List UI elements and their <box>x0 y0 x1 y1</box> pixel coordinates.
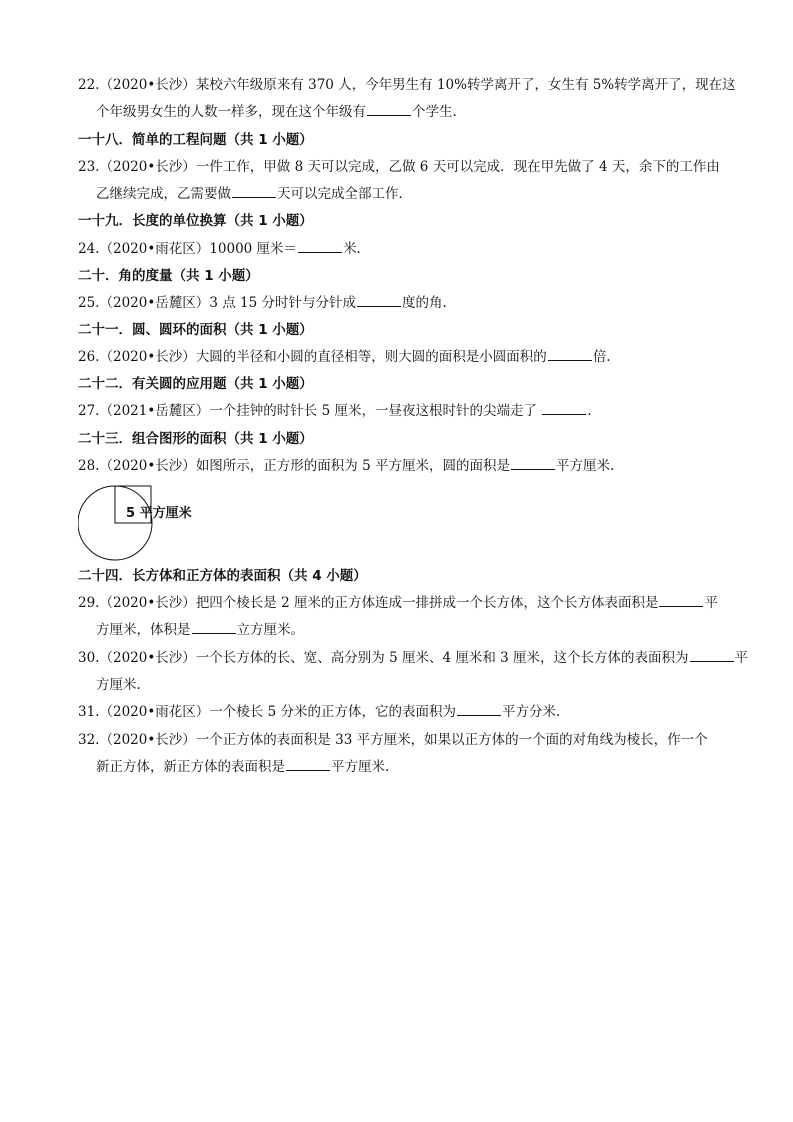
question-text: 平 <box>704 595 718 611</box>
question-source: （2020•长沙） <box>99 458 196 474</box>
question-text: 平 <box>734 650 749 666</box>
figure-drawing <box>78 484 208 562</box>
question-text: 度的角. <box>401 295 447 311</box>
answer-blank[interactable] <box>367 100 411 116</box>
question-number: 24. <box>78 241 100 257</box>
answer-blank[interactable] <box>457 700 501 716</box>
question-number: 32. <box>78 732 100 748</box>
question-24 <box>78 236 723 263</box>
question-22 <box>78 72 736 126</box>
question-26 <box>78 344 723 371</box>
question-32 <box>78 727 723 781</box>
question-29 <box>78 590 723 644</box>
answer-blank[interactable] <box>542 399 586 415</box>
question-text: 平方分米. <box>501 704 561 720</box>
answer-blank[interactable] <box>690 646 734 662</box>
question-number: 31. <box>78 704 100 720</box>
question-source: （2020•雨花区） <box>99 704 210 720</box>
question-source: （2020•长沙） <box>99 595 196 611</box>
question-text: 大圆的半径和小圆的直径相等，则大圆的面积是小圆面积的 <box>195 349 547 365</box>
question-text: 一个长方体的长、宽、高分别为 5 厘米、4 厘米和 3 厘米，这个长方体的表面积为 <box>195 650 689 666</box>
question-31 <box>78 699 723 726</box>
question-text: 平方厘米. <box>331 759 390 775</box>
question-source: （2020•长沙） <box>99 349 196 365</box>
question-text: 如图所示，正方形的面积为 5 平方厘米，圆的面积是 <box>195 458 510 474</box>
question-source: （2020•岳麓区） <box>99 295 210 311</box>
question-source: （2020•长沙） <box>99 650 196 666</box>
section-heading-21: 二十一．圆、圆环的面积（共 1 小题） <box>78 322 313 338</box>
answer-blank[interactable] <box>548 345 592 361</box>
question-text: 乙继续完成，乙需要做 <box>96 186 231 202</box>
answer-blank[interactable] <box>357 291 401 307</box>
question-number: 28. <box>78 458 100 474</box>
question-text: 把四个棱长是 2 厘米的正方体连成一排拼成一个长方体，这个长方体表面积是 <box>195 595 659 611</box>
section-heading-23: 二十三．组合图形的面积（共 1 小题） <box>78 431 313 447</box>
answer-blank[interactable] <box>232 182 276 198</box>
question-number: 27. <box>78 403 100 419</box>
question-number: 30. <box>78 650 100 666</box>
answer-blank[interactable] <box>192 618 236 634</box>
question-number: 25. <box>78 295 100 311</box>
question-text: 新正方体，新正方体的表面积是 <box>96 759 285 775</box>
question-number: 22. <box>78 77 100 93</box>
question-text: 米. <box>343 241 361 257</box>
question-text: 3 点 15 分时针与分针成 <box>209 295 356 311</box>
answer-blank[interactable] <box>298 237 342 253</box>
question-number: 26. <box>78 349 100 365</box>
section-heading-20: 二十．角的度量（共 1 小题） <box>78 268 259 284</box>
question-text: 方厘米，体积是 <box>96 622 191 638</box>
question-number: 29. <box>78 595 100 611</box>
section-heading-18: 一十八．简单的工程问题（共 1 小题） <box>78 132 313 148</box>
question-text: 某校六年级原来有 370 人，今年男生有 10%转学离开了，女生有 5%转学离开了，现在这 <box>195 77 736 93</box>
section-heading-19: 一十九．长度的单位换算（共 1 小题） <box>78 213 313 229</box>
question-23 <box>78 154 723 208</box>
question-text: . <box>587 403 592 419</box>
question-text: 个学生. <box>412 104 457 120</box>
answer-blank[interactable] <box>286 755 330 771</box>
question-text: 一件工作，甲做 8 天可以完成，乙做 6 天可以完成．现在甲先做了 4 天，余下的工作由 <box>195 159 720 175</box>
question-text: 10000 厘米＝ <box>209 241 298 257</box>
answer-blank[interactable] <box>659 591 703 607</box>
question-text: 一个棱长 5 分米的正方体，它的表面积为 <box>209 704 456 720</box>
question-source: （2020•长沙） <box>99 732 196 748</box>
question-source: （2020•雨花区） <box>99 241 210 257</box>
question-source: （2020•长沙） <box>99 159 196 175</box>
question-text: 立方厘米。 <box>236 622 304 638</box>
question-text: 方厘米. <box>96 677 141 693</box>
question-text: 一个挂钟的时针长 5 厘米，一昼夜这根时针的尖端走了 <box>209 403 542 419</box>
question-source: （2021•岳麓区） <box>99 403 210 419</box>
section-heading-24: 二十四．长方体和正方体的表面积（共 4 小题） <box>78 568 367 584</box>
question-27 <box>78 398 723 425</box>
question-25 <box>78 290 723 317</box>
question-text: 个年级男女生的人数一样多，现在这个年级有 <box>96 104 366 120</box>
circle-square-figure <box>78 484 208 562</box>
question-text: 天可以完成全部工作． <box>277 186 412 202</box>
question-text: 平方厘米. <box>555 458 615 474</box>
answer-blank[interactable] <box>511 454 555 470</box>
question-text: 倍. <box>592 349 611 365</box>
question-number: 23. <box>78 159 100 175</box>
figure-label: 5 平方厘米 <box>126 506 192 521</box>
section-heading-22: 二十二．有关圆的应用题（共 1 小题） <box>78 376 313 392</box>
question-source: （2020•长沙） <box>99 77 196 93</box>
question-30 <box>78 645 749 699</box>
question-text: 一个正方体的表面积是 33 平方厘米，如果以正方体的一个面的对角线为棱长，作一个 <box>195 732 708 748</box>
question-28 <box>78 453 723 480</box>
